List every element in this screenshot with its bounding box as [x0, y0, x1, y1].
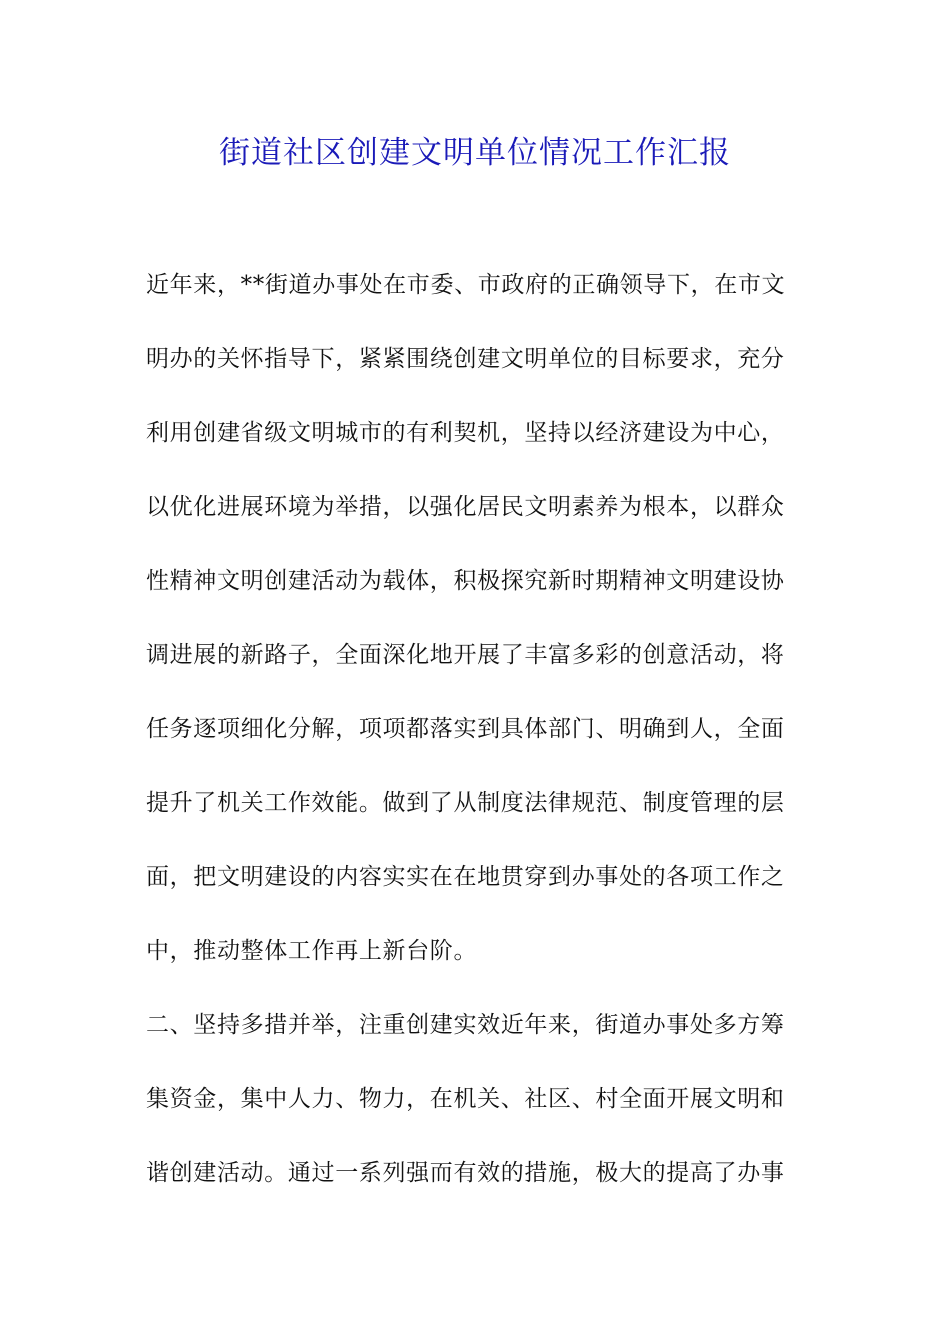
- body-line: 明办的关怀指导下，紧紧围绕创建文明单位的目标要求，充分: [146, 346, 785, 372]
- body-line: 近年来，**街道办事处在市委、市政府的正确领导下，在市文: [146, 272, 786, 298]
- body-line: 利用创建省级文明城市的有利契机，坚持以经济建设为中心，: [146, 420, 785, 446]
- body-line: 面，把文明建设的内容实实在在地贯穿到办事处的各项工作之: [146, 864, 785, 890]
- body-line: 集资金，集中人力、物力，在机关、社区、村全面开展文明和: [146, 1086, 785, 1112]
- document-title: 街道社区创建文明单位情况工作汇报: [219, 135, 731, 171]
- body-line: 以优化进展环境为举措，以强化居民文明素养为根本，以群众: [146, 494, 785, 520]
- body-line: 调进展的新路子，全面深化地开展了丰富多彩的创意活动，将: [146, 642, 785, 668]
- body-line: 中，推动整体工作再上新台阶。: [146, 938, 478, 964]
- body-line: 提升了机关工作效能。做到了从制度法律规范、制度管理的层: [146, 790, 785, 816]
- body-line: 性精神文明创建活动为载体，积极探究新时期精神文明建设协: [146, 568, 785, 594]
- body-line: 任务逐项细化分解，项项都落实到具体部门、明确到人，全面: [146, 716, 785, 742]
- body-line: 二、坚持多措并举，注重创建实效近年来，街道办事处多方筹: [146, 1012, 785, 1038]
- body-line: 谐创建活动。通过一系列强而有效的措施，极大的提高了办事: [146, 1160, 785, 1186]
